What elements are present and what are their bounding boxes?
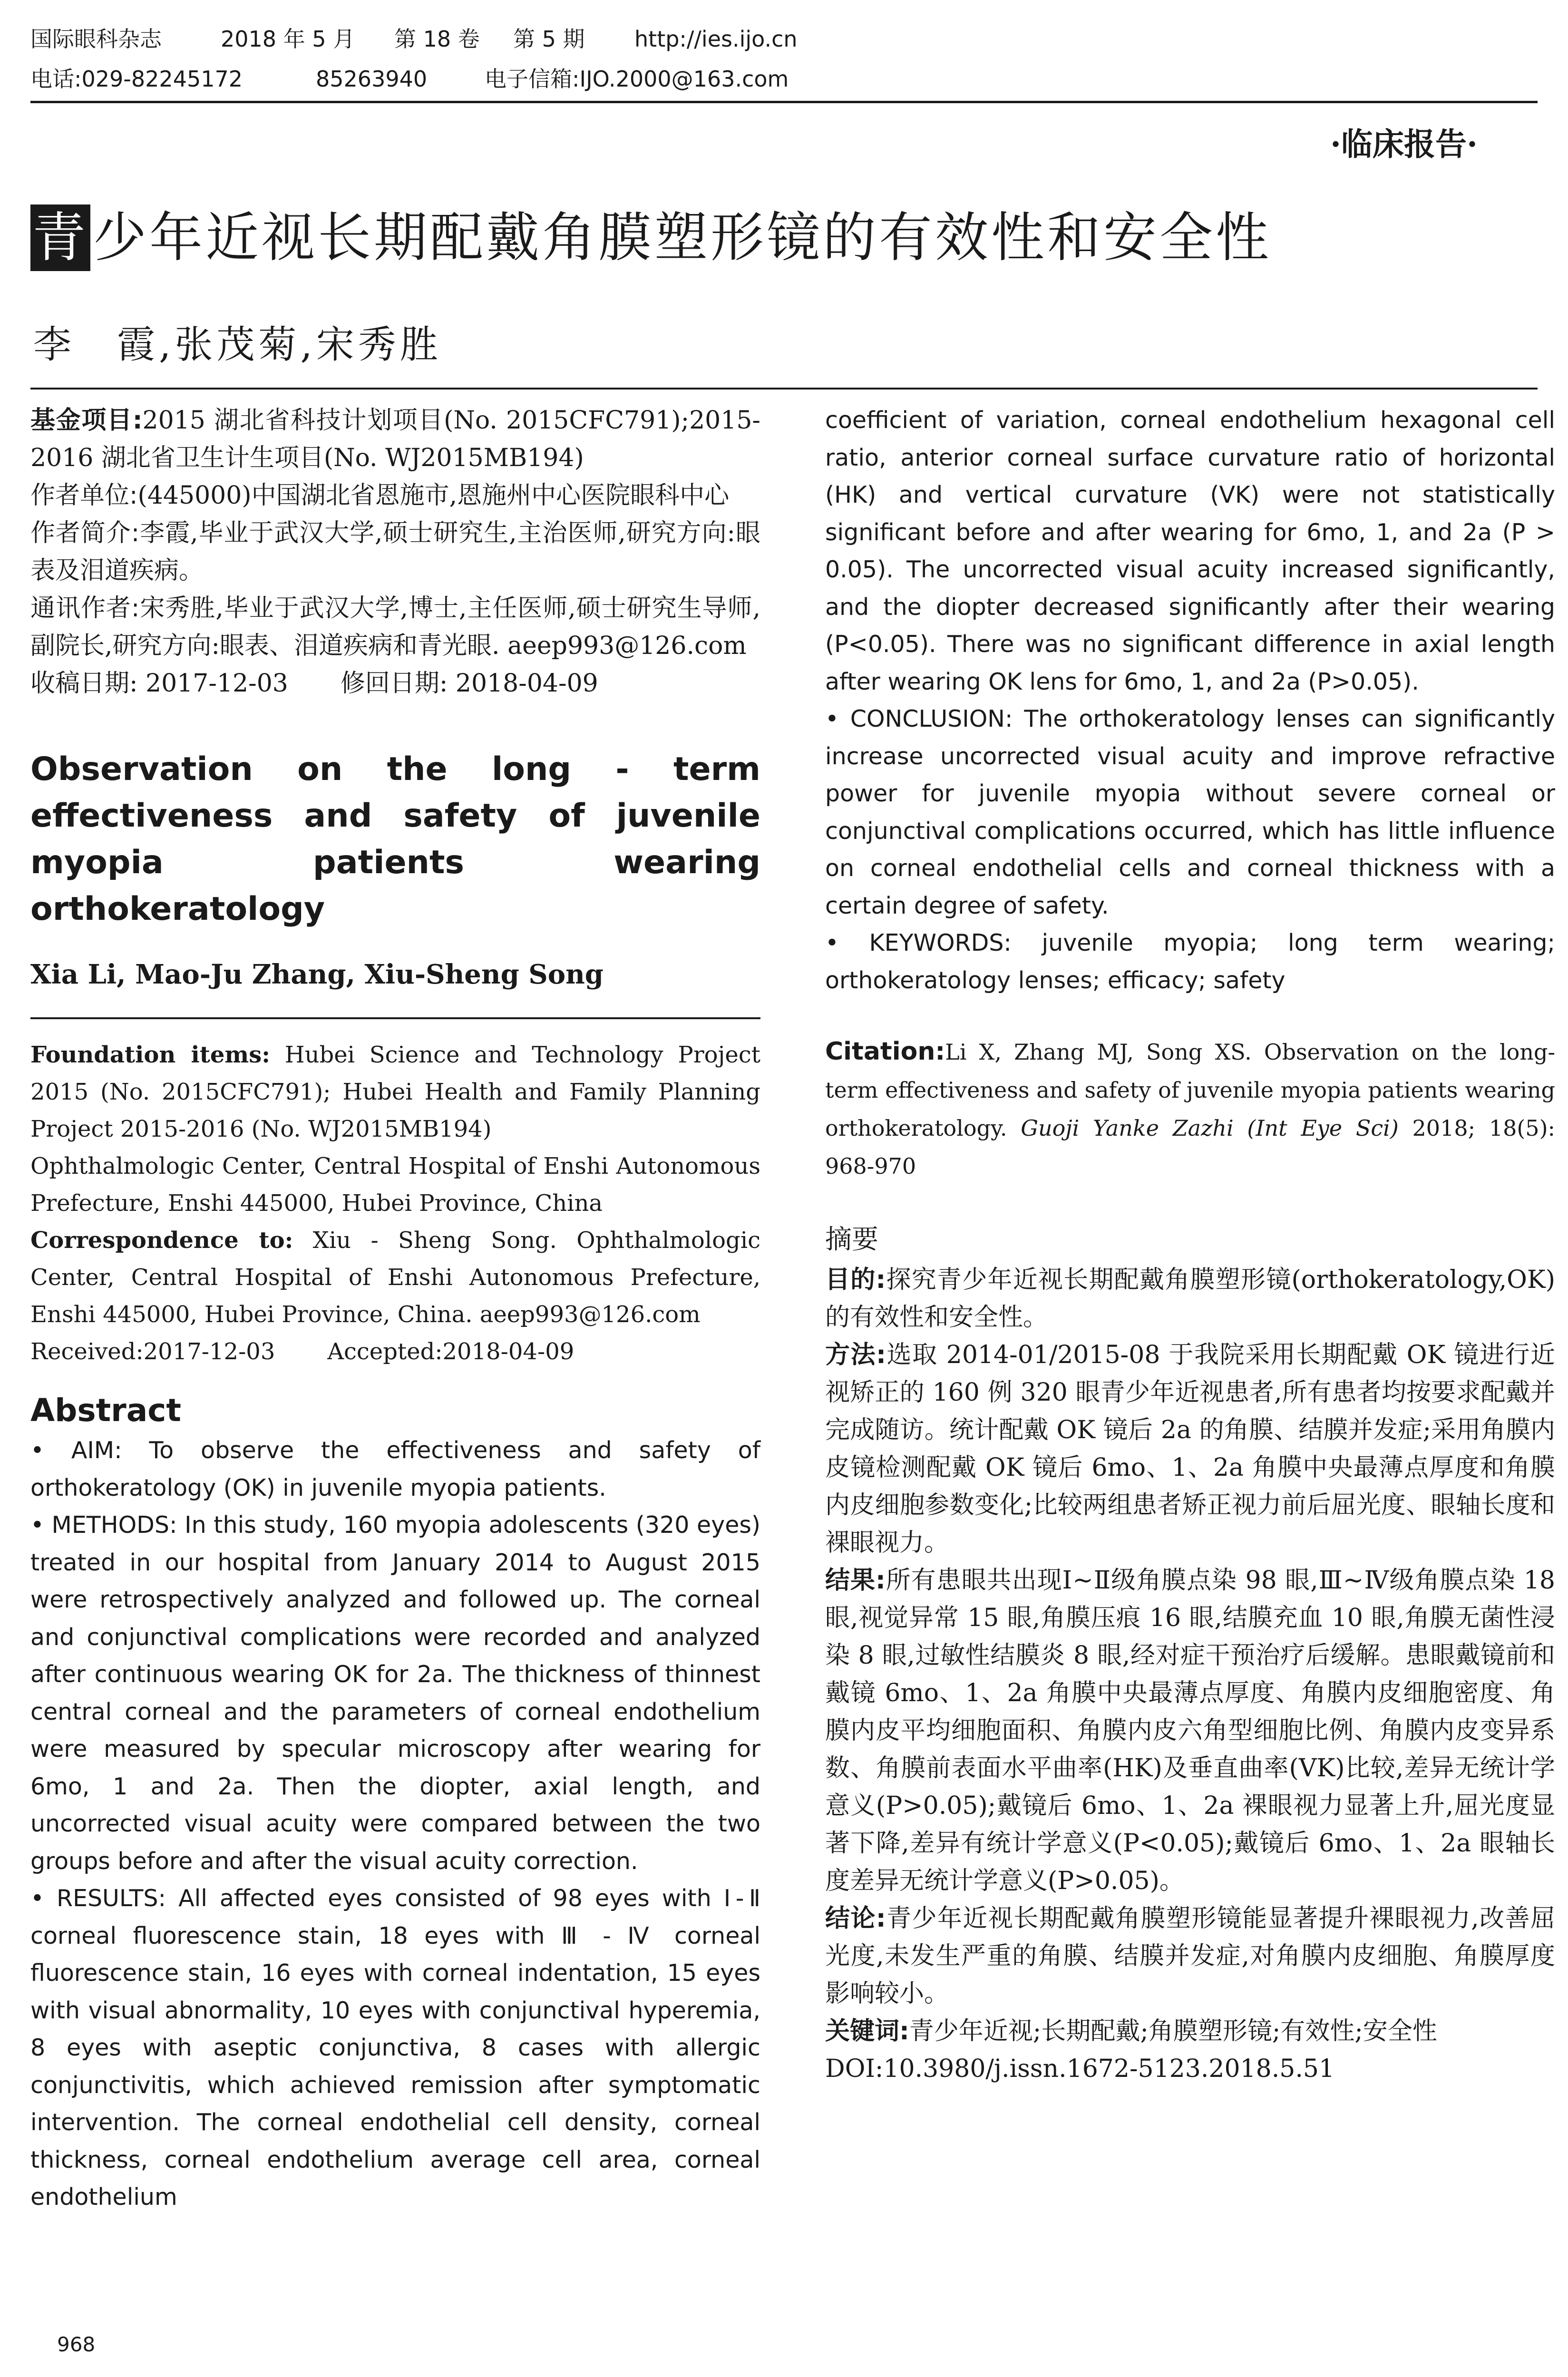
zh-aim-text: 探究青少年近视长期配戴角膜塑形镜(orthokeratology,OK)的有效性和安全性。 <box>825 1266 1556 1332</box>
authors-rule <box>30 1017 760 1019</box>
corr-en-text: Xiu - Sheng Song. Ophthalmologic Center, Central Hospital of Enshi Autonomous Prefecture, Enshi 445000, Hubei Province, China. aeep993@126.com <box>30 1227 760 1328</box>
phone: 电话:029-82245172 <box>30 66 243 92</box>
citation-journal: Guoji Yanke Zazhi (Int Eye Sci) <box>1021 1115 1399 1141</box>
email: 电子信箱:IJO.2000@163.com <box>485 66 789 92</box>
zh-keywords <box>825 2013 1555 2050</box>
fund-en-label: Foundation items: <box>30 1042 270 1068</box>
zh-conclusion-label: 结论: <box>825 1904 886 1933</box>
paper-title <box>30 205 1272 271</box>
abstract-results-part2: coefficient of variation, corneal endothelium hexagonal cell ratio, anterior corneal surface curvature ratio of horizontal (HK) and vertical curvature (VK) were not statistically significant before and after wearing for 6mo, 1, and 2a (P > 0.05). The uncorrected visual acuity increased significantly, and the diopter decreased significantly after their wearing (P<0.05). There was no significant difference in axial length after wearing OK lens for 6mo, 1, and 2a (P>0.05). <box>825 407 1555 695</box>
phone2: 85263940 <box>316 66 428 92</box>
fund-en <box>30 1036 760 1148</box>
zh-aim <box>825 1261 1555 1336</box>
zh-keywords-text: 青少年近视;长期配戴;角膜塑形镜;有效性;安全性 <box>909 2017 1437 2046</box>
corr-en-label: Correspondence to: <box>30 1227 293 1254</box>
right-column <box>825 402 1555 2088</box>
zh-methods-label: 方法: <box>825 1341 886 1369</box>
citation <box>825 1033 1555 1185</box>
citation-text: Li X, Zhang MJ, Song XS. Observation on the long-term effectiveness and safety of juvenile myopia patients wearing orthokeratology. <box>825 1039 1555 1141</box>
corr-zh-text: 宋秀胜,毕业于武汉大学,博士,主任医师,硕士研究生导师,副院长,研究方向:眼表、泪道疾病和青光眼. aeep993@126.com <box>30 594 760 660</box>
corr-zh <box>30 590 760 665</box>
zh-methods <box>825 1336 1555 1562</box>
citation-tail: 2018; 18(5): 968-970 <box>825 1115 1556 1179</box>
corr-zh-label: 通讯作者: <box>30 594 140 623</box>
header-rule <box>30 101 1538 103</box>
number: 第 5 期 <box>513 26 585 52</box>
zh-aim-label: 目的: <box>825 1266 886 1294</box>
english-title: Observation on the long - term effectiveness and safety of juvenile myopia patients wearing orthokeratology <box>30 750 760 928</box>
left-column <box>30 402 760 2216</box>
affiliation-en: Ophthalmologic Center, Central Hospital of Enshi Autonomous Prefecture, Enshi 445000, Hubei Province, China <box>30 1153 760 1217</box>
accepted-en: Accepted:2018-04-09 <box>327 1338 575 1365</box>
english-meta <box>30 1036 760 1370</box>
abstract-heading: Abstract <box>30 1392 181 1429</box>
citation-label: Citation: <box>825 1037 945 1066</box>
revised-zh: 修回日期: 2018-04-09 <box>340 669 598 698</box>
corr-en <box>30 1222 760 1333</box>
fund-zh <box>30 402 760 477</box>
received-en: Received:2017-12-03 <box>30 1338 275 1365</box>
intro-zh-label: 作者简介: <box>30 519 140 547</box>
zh-results-text: 所有患眼共出现Ⅰ~Ⅱ级角膜点染 98 眼,Ⅲ~Ⅳ级角膜点染 18 眼,视觉异常 15 眼,角膜压痕 16 眼,结膜充血 10 眼,角膜无菌性浸染 8 眼,过敏性结膜炎 8 眼,经对症干预治疗后缓解。患眼戴镜前和戴镜 6mo、1、2a 角膜中央最薄点厚度、角膜内皮细胞密度、角膜内皮平均细胞面积、角膜内皮六角型细胞比例、角膜内皮变异系数、角膜前表面水平曲率(HK)及垂直曲率(VK)比较,差异无统计学意义(P>0.05);戴镜后 6mo、1、2a 裸眼视力显著上升,屈光度显著下降,差异有统计学意义(P<0.05);戴镜后 6mo、1、2a 眼轴长度差异无统计学意义(P>0.05)。 <box>825 1566 1556 1895</box>
dates-en <box>30 1333 760 1370</box>
issue-date: 2018 年 5 月 <box>221 26 355 52</box>
volume: 第 18 卷 <box>394 26 480 52</box>
intro-zh <box>30 515 760 590</box>
title-first-char: 青 <box>30 205 90 271</box>
title-rest: 少年近视长期配戴角膜塑形镜的有效性和安全性 <box>93 207 1272 269</box>
dates-zh <box>30 665 760 702</box>
zh-conclusion <box>825 1900 1555 2013</box>
authors-zh: 李 霞,张茂菊,宋秀胜 <box>33 322 442 367</box>
journal-name: 国际眼科杂志 <box>30 26 162 52</box>
fund-zh-text: 2015 湖北省科技计划项目(No. 2015CFC791);2015-2016 湖北省卫生计生项目(No. WJ2015MB194) <box>30 406 760 472</box>
zh-abstract-heading: 摘要 <box>825 1224 878 1255</box>
zh-keywords-label: 关键词: <box>825 2017 909 2046</box>
abstract-conclusion: • CONCLUSION: The orthokeratology lenses can significantly increase uncorrected visual acuity and improve refractive power for juvenile myopia without severe corneal or conjunctival complications occurred, which has little influence on corneal endothelial cells and corneal thickness with a certain degree of safety. <box>825 705 1555 919</box>
abstract-methods: • METHODS: In this study, 160 myopia adolescents (320 eyes) treated in our hospital from January 2014 to August 2015 were retrospectively analyzed and followed up. The corneal and conjunctival complications were recorded and analyzed after continuous wearing OK for 2a. The thickness of thinnest central corneal and the parameters of corneal endothelium were measured by specular microscopy after wearing for 6mo, 1 and 2a. Then the diopter, axial length, and uncorrected visual acuity were compared between the two groups before and after the visual acuity correction. <box>30 1511 760 1875</box>
zh-methods-text: 选取 2014-01/2015-08 于我院采用长期配戴 OK 镜进行近视矫正的 160 例 320 眼青少年近视患者,所有患者均按要求配戴并完成随访。统计配戴 OK 镜后 2a 的角膜、结膜并发症;采用角膜内皮镜检测配戴 OK 镜后 6mo、1、2a 角膜中央最薄点厚度和角膜内皮细胞参数变化;比较两组患者矫正视力前后屈光度、眼轴长度和裸眼视力。 <box>825 1341 1556 1557</box>
abstract-results-part1: • RESULTS: All affected eyes consisted of 98 eyes with Ⅰ-Ⅱ corneal fluorescence stain, 18 eyes with Ⅲ - Ⅳ corneal fluorescence stain, 16 eyes with corneal indentation, 15 eyes with visual abnormality, 10 eyes with conjunctival hyperemia, 8 eyes with aseptic conjunctiva, 8 cases with allergic conjunctivitis, which achieved remission after symptomatic intervention. The corneal endothelial cell density, corneal thickness, corneal endothelium average cell area, corneal endothelium <box>30 1885 760 2211</box>
zh-results <box>825 1562 1555 1900</box>
unit-zh <box>30 477 760 515</box>
website: http://ies.ijo.cn <box>634 26 798 52</box>
section-label: ·临床报告· <box>1330 126 1478 163</box>
header-row-2 <box>30 59 1538 99</box>
zh-conclusion-text: 青少年近视长期配戴角膜塑形镜能显著提升裸眼视力,改善屈光度,未发生严重的角膜、结膜并发症,对角膜内皮细胞、角膜厚度影响较小。 <box>825 1904 1556 2008</box>
page-number: 968 <box>57 2333 96 2356</box>
english-authors: Xia Li, Mao-Ju Zhang, Xiu-Sheng Song <box>30 959 604 990</box>
received-zh: 收稿日期: 2017-12-03 <box>30 669 288 698</box>
intro-zh-text: 李霞,毕业于武汉大学,硕士研究生,主治医师,研究方向:眼表及泪道疾病。 <box>30 519 760 585</box>
journal-header <box>30 19 1538 99</box>
unit-zh-label: 作者单位: <box>30 481 138 510</box>
doi: DOI:10.3980/j.issn.1672-5123.2018.5.51 <box>825 2055 1335 2083</box>
fund-en-text: Hubei Science and Technology Project 2015 (No. 2015CFC791); Hubei Health and Family Planning Project 2015-2016 (No. WJ2015MB194) <box>30 1042 761 1142</box>
abstract-keywords: • KEYWORDS: juvenile myopia; long term wearing; orthokeratology lenses; efficacy; safety <box>825 929 1555 994</box>
header-row-1 <box>30 19 1538 59</box>
unit-zh-text: (445000)中国湖北省恩施市,恩施州中心医院眼科中心 <box>137 481 730 510</box>
zh-results-label: 结果: <box>825 1566 886 1595</box>
abstract-aim: • AIM: To observe the effectiveness and safety of orthokeratology (OK) in juvenile myopia patients. <box>30 1437 760 1501</box>
fund-zh-label: 基金项目: <box>30 406 143 435</box>
title-rule <box>30 388 1538 390</box>
